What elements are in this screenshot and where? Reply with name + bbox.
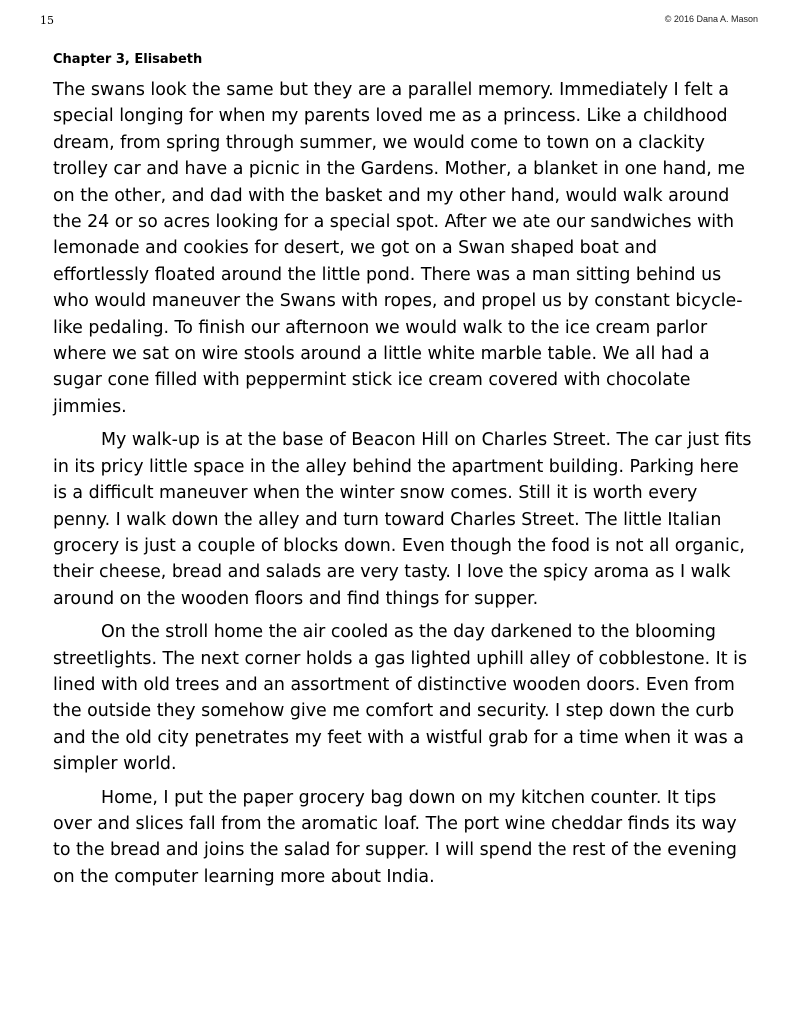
chapter-heading: Chapter 3, Elisabeth [53, 52, 203, 67]
paragraph-1: The swans look the same but they are a parallel memory. Immediately I felt a special longing for when my parents loved me as a princess. Like a childhood dream, from spring through summer, we would come to town on a clackity trolley car and have a picnic in the Gardens. Mother, a blanket in one hand, me on the other, and dad with the basket and my other hand, would walk around the 24 or so acres looking for a special spot. After we ate our sandwiches with lemonade and cookies for desert, we got on a Swan shaped boat and effortlessly floated around the little pond. There was a man sitting behind us who would maneuver the Swans with ropes, and propel us by constant bicycle-like pedaling. To finish our afternoon we would walk to the ice cream parlor where we sat on wire stools around a little white marble table. We all had a sugar cone filled with peppermint stick ice cream covered with chocolate jimmies. [53, 80, 745, 417]
paragraph-2: My walk-up is at the base of Beacon Hill on Charles Street. The car just fits in its pricy little space in the alley behind the apartment building. Parking here is a difficult maneuver when the winter snow comes. Still it is worth every penny. I walk down the alley and turn toward Charles Street. The little Italian grocery is just a couple of blocks down. Even though the food is not all organic, their cheese, bread and salads are very tasty. I love the spicy aroma as I walk around on the wooden floors and find things for supper. [53, 430, 752, 609]
copyright-notice: © 2016 Dana A. Mason [664, 14, 758, 24]
paragraph-4: Home, I put the paper grocery bag down on my kitchen counter. It tips over and slices fall from the aromatic loaf. The port wine cheddar finds its way to the bread and joins the salad for supper. I will spend the rest of the evening on the computer learning more about India. [53, 787, 737, 887]
page-number: 15 [40, 14, 54, 27]
page-body [53, 50, 753, 897]
paragraph-3: On the stroll home the air cooled as the day darkened to the blooming streetlights. The next corner holds a gas lighted uphill alley of cobblestone. It is lined with old trees and an assortment of distinctive wooden doors. Even from the outside they somehow give me comfort and security. I step down the curb and the old city penetrates my feet with a wistful grab for a time when it was a simpler world. [53, 622, 748, 775]
